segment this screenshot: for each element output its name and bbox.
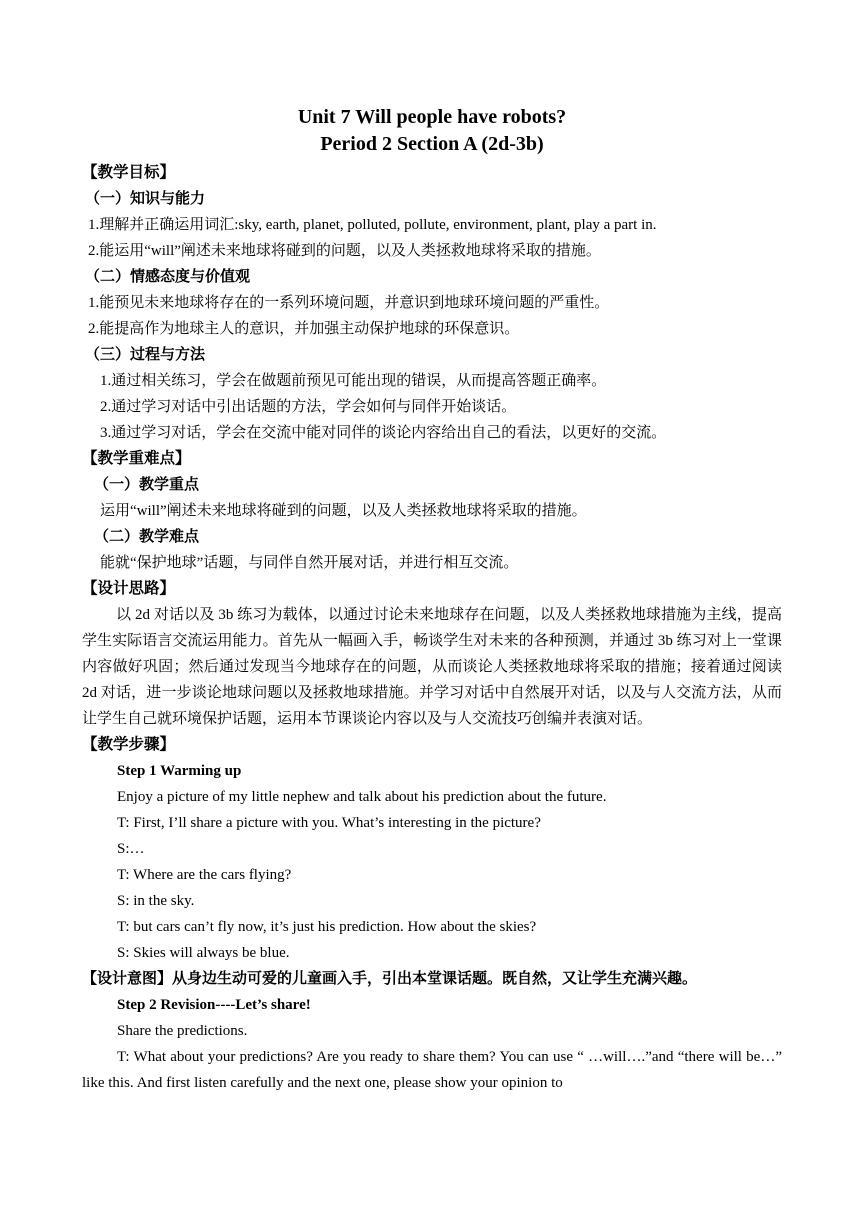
objectives-heading: 【教学目标】 [82, 164, 176, 181]
emotion-heading: （二）情感态度与价值观 [85, 269, 251, 285]
step1-line-2: T: First, I’ll share a picture with you. What’s interesting in the picture? [117, 815, 541, 831]
design-intent: 【设计意图】从身边生动可爱的儿童画入手，引出本堂课话题。既自然，又让学生充满兴趣。 [82, 971, 698, 987]
step1-line-5: S: in the sky. [117, 893, 195, 909]
process-item-3: 3.通过学习对话，学会在交流中能对同伴的谈论内容给出自己的看法，以更好的交流。 [100, 425, 667, 441]
difficulty-text: 能就“保护地球”话题，与同伴自然开展对话，并进行相互交流。 [100, 555, 519, 571]
step1-line-4: T: Where are the cars flying? [117, 867, 292, 883]
process-heading: （三）过程与方法 [85, 347, 206, 363]
knowledge-heading: （一）知识与能力 [85, 191, 206, 207]
step1-title: Step 1 Warming up [117, 763, 242, 779]
document-page [82, 104, 782, 1096]
steps-heading: 【教学步骤】 [82, 736, 176, 753]
process-item-1: 1.通过相关练习，学会在做题前预见可能出现的错误，从而提高答题正确率。 [100, 373, 607, 389]
step2-line-1: Share the predictions. [117, 1023, 248, 1039]
knowledge-item-2: 2.能运用“will”阐述未来地球将碰到的问题，以及人类拯救地球将采取的措施。 [88, 243, 601, 259]
step2-title: Step 2 Revision----Let’s share! [117, 997, 311, 1013]
title-line-1: Unit 7 Will people have robots? [297, 106, 567, 128]
difficulty-heading: （二）教学难点 [94, 529, 200, 545]
design-idea-paragraph: 以 2d 对话以及 3b 练习为载体，以通过讨论未来地球存在问题，以及人类拯救地球措施为主线，提高学生实际语言交流运用能力。首先从一幅画入手，畅谈学生对未来的各种预测，并通过 3b 练习对上一堂课内容做好巩固；然后通过发现当今地球存在的问题，从而谈论人类拯救地球将采取的措施；接着通过阅读 2d 对话，进一步谈论地球问题以及拯救地球措施。并学习对话中自然展开对话，以及与人交流方法，从而让学生自己就环境保护话题，运用本节课谈论内容以及与人交流技巧创编并表演对话。 [82, 607, 782, 727]
title-line-2: Period 2 Section A (2d-3b) [320, 133, 544, 155]
step2-paragraph: T: What about your predictions? Are you ready to share them? You can use “ …will….”and “there will be…” like this. And first listen carefully and the next one, please show your opinion to [82, 1049, 782, 1091]
focus-text: 运用“will”阐述未来地球将碰到的问题，以及人类拯救地球将采取的措施。 [100, 503, 587, 519]
step1-line-7: S: Skies will always be blue. [117, 945, 290, 961]
knowledge-item-1: 1.理解并正确运用词汇:sky, earth, planet, polluted, pollute, environment, plant, play a part in. [88, 217, 657, 233]
process-item-2: 2.通过学习对话中引出话题的方法，学会如何与同伴开始谈话。 [100, 399, 517, 415]
step1-line-3: S:… [117, 841, 145, 857]
step1-line-6: T: but cars can’t fly now, it’s just his prediction. How about the skies? [117, 919, 537, 935]
step1-line-1: Enjoy a picture of my little nephew and talk about his prediction about the future. [117, 789, 607, 805]
design-idea-heading: 【设计思路】 [82, 580, 176, 597]
emotion-item-1: 1.能预见未来地球将存在的一系列环境问题，并意识到地球环境问题的严重性。 [88, 295, 610, 311]
keypoints-heading: 【教学重难点】 [82, 450, 191, 467]
focus-heading: （一）教学重点 [94, 477, 200, 493]
emotion-item-2: 2.能提高作为地球主人的意识，并加强主动保护地球的环保意识。 [88, 321, 520, 337]
